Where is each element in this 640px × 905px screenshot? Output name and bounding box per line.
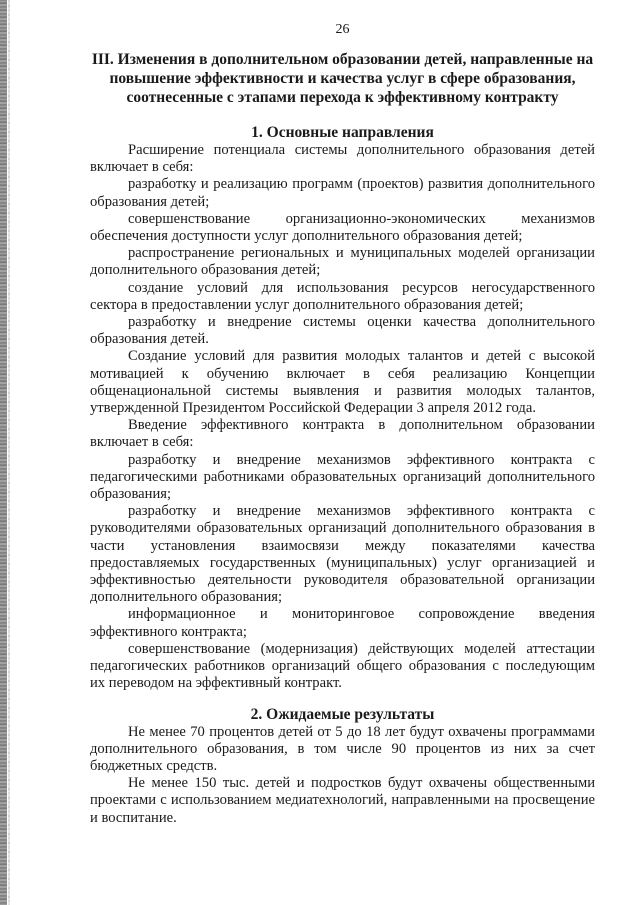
section-2-paragraph: Не менее 70 процентов детей от 5 до 18 лет будут охвачены программами дополнительного образования, в том числе 90 процентов из них за счет бюджетных средств.	[90, 723, 595, 774]
section-1-paragraph: разработку и внедрение механизмов эффективного контракта с руководителями образовательных организаций дополнительного образования в части установления взаимосвязи между показателями качества предоставляемых государственных (муниципальных) услуг организацией и эффективностью деятельности руководителя образовательной организации дополнительного образования;	[90, 503, 595, 606]
section-1-paragraph: разработку и реализацию программ (проектов) развития дополнительного образования детей;	[90, 176, 595, 210]
section-1-paragraph: разработку и внедрение системы оценки качества дополнительного образования детей.	[90, 314, 595, 348]
document-page	[90, 22, 595, 827]
section-1-paragraph: создание условий для использования ресурсов негосударственного сектора в предоставлении услуг дополнительного образования детей;	[90, 279, 595, 313]
chapter-title: III. Изменения в дополнительном образовании детей, направленные на повышение эффективности и качества услуг в сфере образования, соотнесенные с этапами перехода к эффективному контракту	[91, 51, 594, 106]
section-spacer	[90, 693, 595, 705]
section-1-title: 1. Основные направления	[251, 124, 434, 141]
section-1-paragraph: разработку и внедрение механизмов эффективного контракта с педагогическими работниками образовательных организаций дополнительного образования;	[90, 451, 595, 503]
section-1-paragraph: распространение региональных и муниципальных моделей организации дополнительного образования детей;	[90, 245, 595, 279]
section-1-paragraph: совершенствование организационно-экономических механизмов обеспечения доступности услуг дополнительного образования детей;	[90, 210, 595, 245]
section-2-title: 2. Ожидаемые результаты	[250, 705, 435, 723]
section-1-paragraph: Расширение потенциала системы дополнительного образования детей включает в себя:	[90, 142, 595, 176]
section-1-paragraph: Создание условий для развития молодых талантов и детей с высокой мотивацией к обучению включает в себя реализацию Концепции общенациональной системы выявления и развития молодых талантов, утвержденной Президентом Российской Федерации 3 апреля 2012 года.	[90, 348, 595, 417]
scan-edge-shadow	[0, 0, 7, 905]
section-1-paragraph: совершенствование (модернизация) действующих моделей аттестации педагогических работников организаций общего образования с последующим их переводом на эффективный контракт.	[90, 640, 595, 692]
section-1-paragraph: Введение эффективного контракта в дополнительном образовании включает в себя:	[90, 417, 595, 451]
scan-edge-highlight	[8, 0, 10, 905]
page-number: 26	[335, 22, 350, 37]
section-1-paragraph: информационное и мониторинговое сопровождение введения эффективного контракта;	[90, 606, 595, 640]
section-2-paragraph: Не менее 150 тыс. детей и подростков будут охвачены общественными проектами с использованием медиатехнологий, направленными на просвещение и воспитание.	[90, 775, 595, 826]
